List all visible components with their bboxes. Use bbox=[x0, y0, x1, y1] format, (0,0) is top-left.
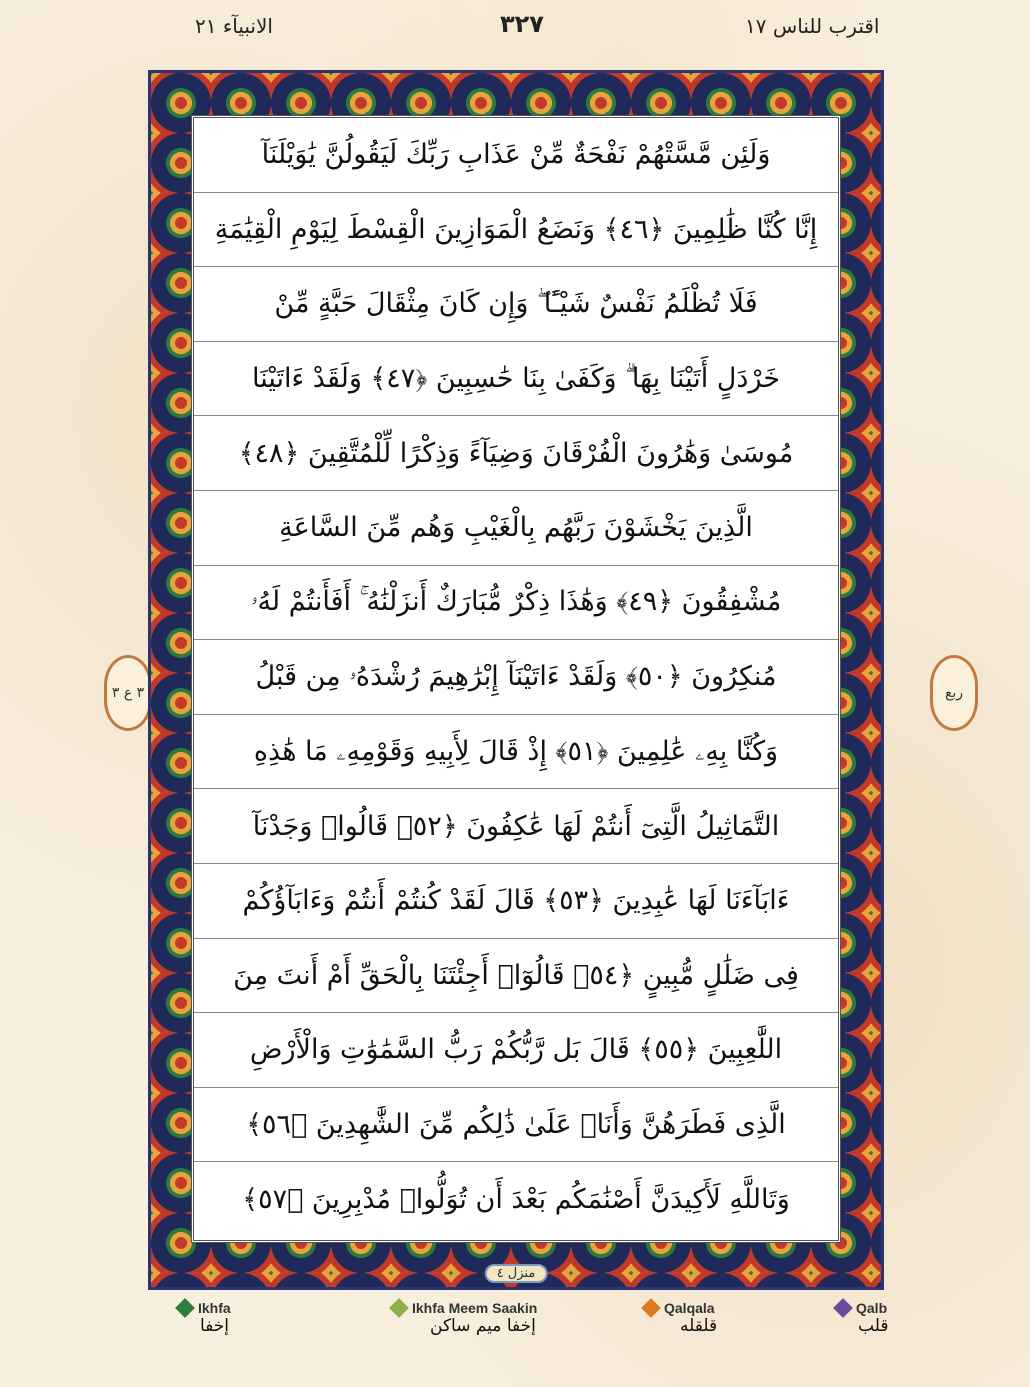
verse-line: الَّذِى فَطَرَهُنَّ وَأَنَا۠ عَلَىٰ ذَٰلِكُم مِّنَ الشَّٰهِدِينَ ﴿٥٦﴾ bbox=[194, 1088, 838, 1163]
legend-label-arabic: إخفا ميم ساكن bbox=[430, 1316, 536, 1336]
page-number: ٣٢٧ bbox=[500, 10, 544, 38]
verse-line: فَلَا تُظْلَمُ نَفْسٌ شَيْـًٔا ۖ وَإِن كَانَ مِثْقَالَ حَبَّةٍ مِّنْ bbox=[194, 267, 838, 342]
legend-qalqala bbox=[644, 1300, 717, 1336]
para-name: اقترب للناس ١٧ bbox=[745, 14, 880, 38]
verse-line: وَتَاللَّهِ لَأَكِيدَنَّ أَصْنَٰمَكُم بَعْدَ أَن تُوَلُّوا۟ مُدْبِرِينَ ﴿٥٧﴾ bbox=[242, 1184, 790, 1216]
verse-line: الَّذِينَ يَخْشَوْنَ رَبَّهُم بِالْغَيْبِ وَهُم مِّنَ السَّاعَةِ bbox=[194, 491, 838, 566]
diamond-icon bbox=[641, 1298, 661, 1318]
verse-line: مُشْفِقُونَ ﴿٤٩﴾ وَهَٰذَا ذِكْرٌ مُّبَارَكٌ أَنزَلْنَٰهُ ۚ أَفَأَنتُمْ لَهُۥ bbox=[194, 566, 838, 641]
verse-line: اللَّٰعِبِينَ ﴿٥٥﴾ قَالَ بَل رَّبُّكُمْ رَبُّ السَّمَٰوَٰتِ وَالْأَرْضِ bbox=[194, 1013, 838, 1088]
text-panel bbox=[191, 115, 841, 1243]
legend-label-arabic: قلب bbox=[858, 1316, 889, 1336]
legend-label: Ikhfa bbox=[198, 1300, 231, 1316]
legend-label: Qalqala bbox=[664, 1300, 715, 1316]
legend-label-arabic: إخفا bbox=[200, 1316, 230, 1336]
ruku-marker: ٣ ع ٣ bbox=[104, 655, 152, 731]
surah-name: الانبيآء ٢١ bbox=[195, 14, 273, 38]
legend-ikhfa-meem-saakin bbox=[392, 1300, 537, 1336]
manzil-marker: منزل ٤ bbox=[485, 1264, 548, 1283]
verse-line: وَلَئِن مَّسَّتْهُمْ نَفْحَةٌ مِّنْ عَذَابِ رَبِّكَ لَيَقُولُنَّ يَٰوَيْلَنَآ bbox=[194, 118, 838, 193]
verse-line: خَرْدَلٍ أَتَيْنَا بِهَا ۗ وَكَفَىٰ بِنَا حَٰسِبِينَ ﴿٤٧﴾ وَلَقَدْ ءَاتَيْنَا bbox=[194, 342, 838, 417]
legend-label: Qalb bbox=[856, 1300, 888, 1316]
ornamental-border bbox=[148, 70, 884, 1290]
rub-marker: ربع bbox=[930, 655, 978, 731]
verse-line: مُوسَىٰ وَهَٰرُونَ الْفُرْقَانَ وَضِيَآءً وَذِكْرًا لِّلْمُتَّقِينَ ﴿٤٨﴾ bbox=[194, 416, 838, 491]
diamond-icon bbox=[175, 1298, 195, 1318]
verse-line: وَكُنَّا بِهِۦ عَٰلِمِينَ ﴿٥١﴾ إِذْ قَالَ لِأَبِيهِ وَقَوْمِهِۦ مَا هَٰذِهِ bbox=[194, 715, 838, 790]
verse-line: مُنكِرُونَ ﴿٥٠﴾ وَلَقَدْ ءَاتَيْنَآ إِبْرَٰهِيمَ رُشْدَهُۥ مِن قَبْلُ bbox=[194, 640, 838, 715]
verse-line: التَّمَاثِيلُ الَّتِىٓ أَنتُمْ لَهَا عَٰكِفُونَ ﴿٥٢﴾ قَالُوا۟ وَجَدْنَآ bbox=[194, 789, 838, 864]
legend-label: Ikhfa Meem Saakin bbox=[412, 1300, 538, 1316]
verse-line: فِى ضَلَٰلٍ مُّبِينٍ ﴿٥٤﴾ قَالُوٓا۟ أَجِئْتَنَا بِالْحَقِّ أَمْ أَنتَ مِنَ bbox=[194, 939, 838, 1014]
verse-line: إِنَّا كُنَّا ظَٰلِمِينَ ﴿٤٦﴾ وَنَضَعُ الْمَوَازِينَ الْقِسْطَ لِيَوْمِ الْقِيَٰمَةِ bbox=[194, 193, 838, 268]
diamond-icon bbox=[389, 1298, 409, 1318]
legend-label-arabic: قلقله bbox=[680, 1316, 718, 1336]
legend-ikhfa bbox=[178, 1300, 231, 1336]
legend-qalb bbox=[836, 1300, 888, 1336]
diamond-icon bbox=[833, 1298, 853, 1318]
verse-line: ءَابَآءَنَا لَهَا عَٰبِدِينَ ﴿٥٣﴾ قَالَ لَقَدْ كُنتُمْ أَنتُمْ وَءَابَآؤُكُمْ bbox=[194, 864, 838, 939]
